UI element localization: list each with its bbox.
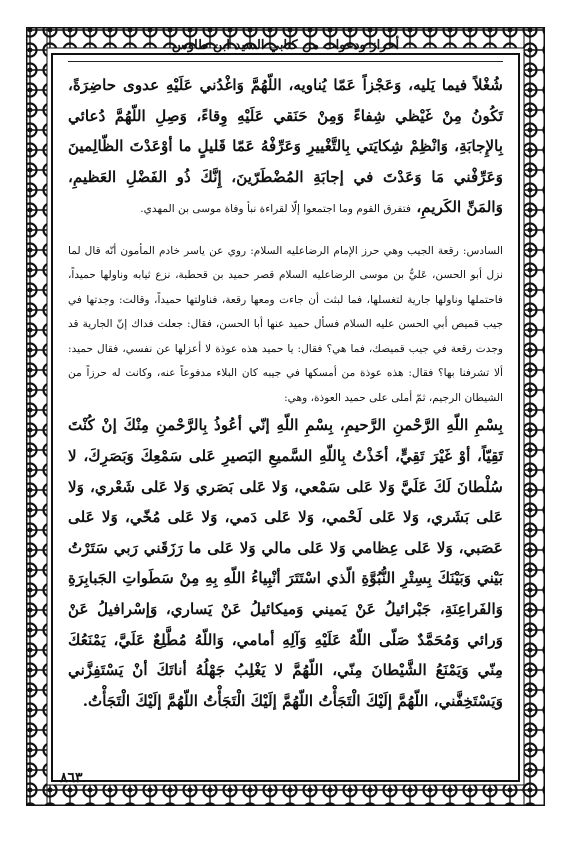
- prayer-continuation: [68, 70, 503, 223]
- section-narration: السادس: رقعة الجيب وهي حرز الإمام الرضاعليه السلام: روي عن ياسر خادم المأمون أنّه قال لما نزل أبو الحسن، عَليُّ بن موسى الرضاعليه السلام قصر حميد بن قحطبة، نزع ثيابه وناولها حميداً، فاحتملها وناولها جارية لتغسلها، فما لبثت أن جاءت ومعها رقعة، فناولتها حميداً، وقالت: وجدتها في جيب قميص أبي الحسن عليه السلام فسأل حميد عنها أبا الحسن، فقال: جعلت فداك إنّ الجارية قد وجدت رقعة في جيب قميصك، فما هي؟ فقال: يا حميد هذه عوذة لا أعزلها عن نفسي، فقال حميد: ألا تشرفنا بها؟ فقال: هذه عوذة من أمسكها في جيبه كان البلاء مدفوعاً عنه، وكانت له حرزاً من الشيطان الرجيم، ثمّ أملى على حميد العوذة، وهي:: [68, 244, 503, 404]
- amulet-prayer: بِسْمِ اللّهِ الرَّحْمنِ الرَّحيمِ، بِسْمِ اللّهِ إنّي أعُوذُ بِالرَّحْمنِ مِنْكَ إنْ كُنْتَ تَقِيّاً، أوْ غَيْرَ تَقِيٍّ، أخَذْتُ بِاللّهِ السَّميعِ البَصيرِ عَلى سَمْعِكَ وَبَصَرِكَ، لا سُلْطانَ لَكَ عَلَيَّ وَلا عَلى سَمْعي، وَلا عَلى بَصَري وَلا عَلى شَعْري، وَلا عَلى بَشَري، وَلا عَلى لَحْمي، وَلا عَلى دَمي، وَلا عَلى مُخّي، وَلا عَلى عَصَبي، وَلا عَلى عِظامي وَلا عَلى مالي وَلا عَلى ما رَزَقَني رَبي سَتَرْتُ بَيْني وَبَيْنَكَ بِسِتْرِ النُّبُوَّةِ الّذي اسْتَتَرَ أنْبِياءُ اللّهِ بِهِ مِنْ سَطَواتِ الجَبابِرَةِ وَالفَراعِنَةِ، جَبْرائيلُ عَنْ يَميني وَميكائيلُ عَنْ يَساري، وَإسْرافيلُ عَنْ وَرائي وَمُحَمَّدٌ صَلّى اللّهُ عَلَيْهِ وَآلِهِ أمامي، وَاللّهُ مُطَّلِعٌ عَلَيَّ، يَمْنَعُكَ مِنّي وَيَمْنَعُ الشَّيْطانَ مِنّي، اللّهُمَّ لا يَغْلِبُ جَهْلُهُ أناتَكَ أنْ يَسْتَفِزَّني وَيَسْتَخِفَّني، اللّهُمَّ إلَيْكَ الْتَجَأْتُ اللّهُمَّ إلَيْكَ الْتَجَأْتُ اللّهُمَّ إلَيْكَ الْتَجَأْتُ.: [68, 416, 503, 710]
- section-sixth: [68, 239, 503, 716]
- page-content: [68, 70, 503, 716]
- prayer-continuation-text: شُغْلاً فيما يَليه، وَعَجْزاً عَمّا يُناويه، اللّهُمَّ وَاغْدُني عَلَيْهِ عدوى حاضِرَةً، تَكُونُ مِنْ غَيْظي شِفاءً وَمِنْ حَنَقي عَلَيْهِ وِقاءً، وَصِلِ اللّهُمَّ دُعائي بِالإِجابَةِ، وَانْظِمْ شِكايَتي بِالتَّغْييرِ وَعَرِّفْهُ عَمّا قَليلٍ ما أوْعَدْتَ الظّالِمينَ وَعَرِّفْني مَا وَعَدْتَ في إجابَةِ المُضْطَرّينَ، إِنَّكَ ذُو الفَضْلِ العَظيمِ، وَالمَنِّ الكَريمِ،: [68, 76, 503, 217]
- narration-tail: فتفرق القوم وما اجتمعوا إلّا لقراءة نبأ وفاة موسى بن المهدي.: [140, 203, 412, 216]
- running-header: أحراز ودعوات من كتابي السيد ابن طاوس: [171, 38, 400, 53]
- page-number: ٨٦٣: [60, 770, 83, 786]
- header-rule: [68, 61, 503, 62]
